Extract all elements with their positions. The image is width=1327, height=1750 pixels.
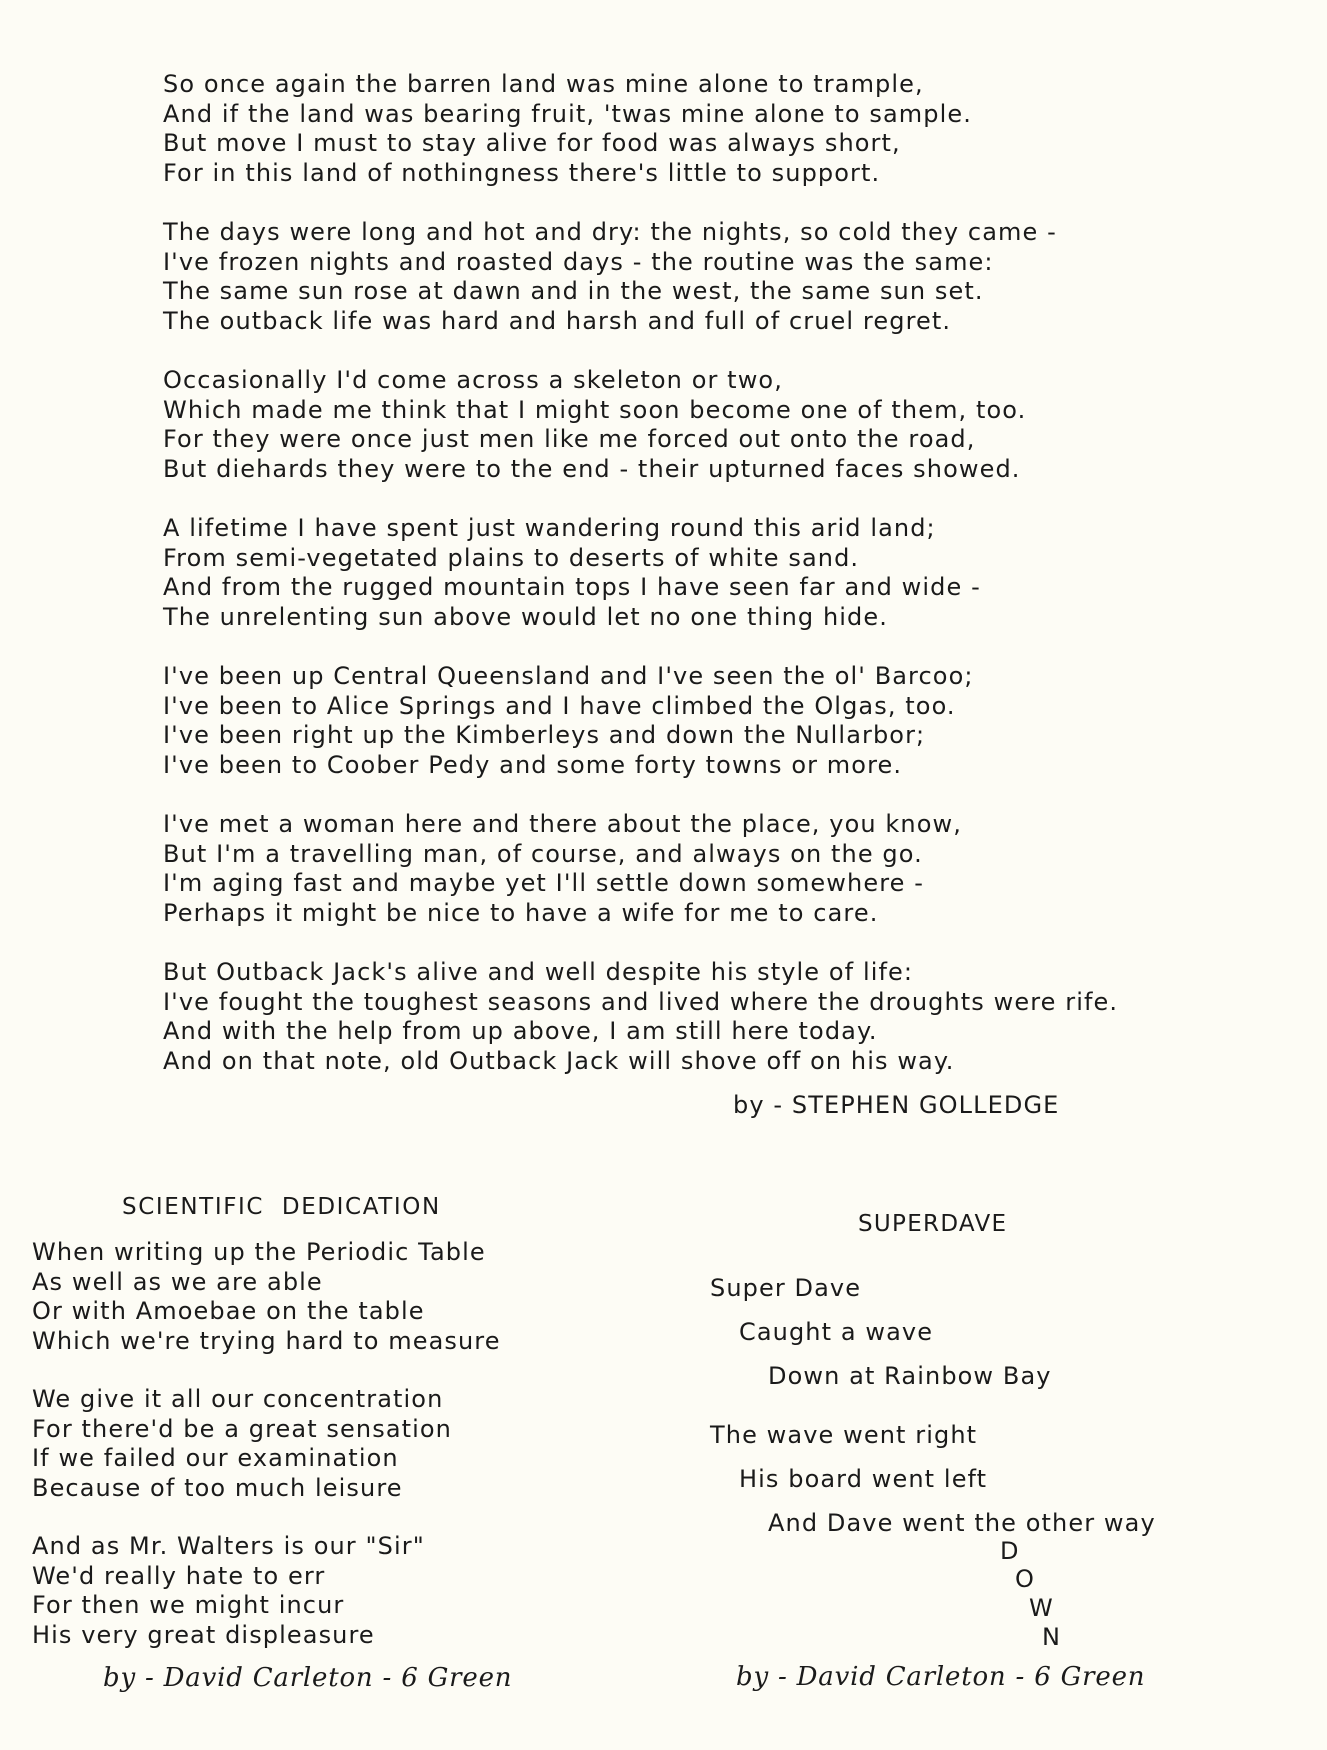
down-letter: O [1015,1565,1034,1593]
poem-line: I've been right up the Kimberleys and down the Nullarbor; [163,721,926,749]
poem-stanza [163,662,1273,780]
poem-line: When writing up the Periodic Table [32,1238,486,1266]
poem-line: Occasionally I'd come across a skeleton or two, [163,366,783,394]
poem-line: The days were long and hot and dry: the nights, so cold they came - [163,218,1057,246]
down-letter: N [1042,1623,1060,1651]
poem-line: I've been to Coober Pedy and some forty towns or more. [163,750,903,779]
poem-line: Because of too much leisure [32,1473,403,1502]
superdave-signature: by - David Carleton - 6 Green [736,1662,1146,1692]
poem-line: Which made me think that I might soon become one of them, too. [163,395,1027,424]
superdave-poem [710,1266,1310,1545]
outback-jack-poem [163,70,1273,1106]
poem-stanza [32,1385,592,1503]
poem-stanza [163,514,1273,632]
poem-line: And from the rugged mountain tops I have seen far and wide - [163,573,981,601]
poem-stanza [163,958,1273,1076]
poem-line: A lifetime I have spent just wandering round this arid land; [163,514,936,542]
poem-line: Super Dave [710,1274,862,1302]
poem-line: But Outback Jack's alive and well despite his style of life: [163,958,914,986]
poem-line: For there'd be a great sensation [32,1414,452,1443]
down-letter: W [1029,1594,1053,1622]
poem-line: But move I must to stay alive for food was always short, [163,129,901,157]
scientific-dedication-title: SCIENTIFIC DEDICATION [122,1194,441,1220]
poem-line: The outback life was hard and harsh and full of cruel regret. [163,306,952,335]
down-letter: D [1000,1537,1019,1565]
poem-line: Down at Rainbow Bay [768,1362,1052,1390]
poem-stanza [163,70,1273,188]
poem-line: Caught a wave [739,1318,934,1346]
poem-line: The wave went right [710,1421,978,1449]
poem-line: The unrelenting sun above would let no one thing hide. [163,602,888,631]
poem-line: And Dave went the other way [768,1509,1156,1537]
poem-line: We give it all our concentration [32,1385,444,1413]
poem-line: Or with Amoebae on the table [32,1297,425,1325]
superdave-title: SUPERDAVE [858,1211,1008,1237]
poem-line: For then we might incur [32,1591,345,1619]
poem-stanza [163,366,1273,484]
poem-line: Which we're trying hard to measure [32,1326,501,1355]
poem-line: His board went left [739,1465,988,1493]
poem-line: For in this land of nothingness there's little to support. [163,158,881,187]
poem-line: I'm aging fast and maybe yet I'll settle down somewhere - [163,869,924,897]
poem-line: So once again the barren land was mine alone to trample, [163,70,924,98]
poem-stanza [163,810,1273,928]
poem-line: Perhaps it might be nice to have a wife for me to care. [163,898,879,927]
poem-line: As well as we are able [32,1267,323,1296]
scientific-dedication-poem [32,1238,592,1679]
poem-line: But I'm a travelling man, of course, and always on the go. [163,839,923,868]
poem-line: But diehards they were to the end - their upturned faces showed. [163,454,1021,483]
poem-line: And as Mr. Walters is our "Sir" [32,1532,425,1560]
poem-line: And on that note, old Outback Jack will shove off on his way. [163,1046,955,1075]
poem-line: I've frozen nights and roasted days - the routine was the same: [163,247,994,276]
poem-line: From semi-vegetated plains to deserts of white sand. [163,543,860,572]
stanza-gap [710,1398,1310,1413]
scientific-dedication-signature: by - David Carleton - 6 Green [103,1663,513,1693]
poem-line: The same sun rose at dawn and in the west, the same sun set. [163,277,984,305]
poem-line: I've fought the toughest seasons and lived where the droughts were rife. [163,987,1119,1016]
poem-line: If we failed our examination [32,1444,399,1472]
poem-line: I've been to Alice Springs and I have climbed the Olgas, too. [163,691,956,720]
poem-stanza [32,1532,592,1650]
main-poem-byline: by - STEPHEN GOLLEDGE [733,1091,1060,1119]
poem-line: For they were once just men like me forced out onto the road, [163,425,976,453]
poem-line: I've been up Central Queensland and I've seen the ol' Barcoo; [163,662,974,690]
poem-line: We'd really hate to err [32,1561,326,1590]
poem-line: And with the help from up above, I am still here today. [163,1017,878,1045]
poem-stanza [163,218,1273,336]
poem-line: I've met a woman here and there about the place, you know, [163,810,962,838]
poem-line: His very great displeasure [32,1620,375,1649]
poem-line: And if the land was bearing fruit, 'twas mine alone to sample. [163,99,972,128]
poem-stanza [32,1238,592,1356]
